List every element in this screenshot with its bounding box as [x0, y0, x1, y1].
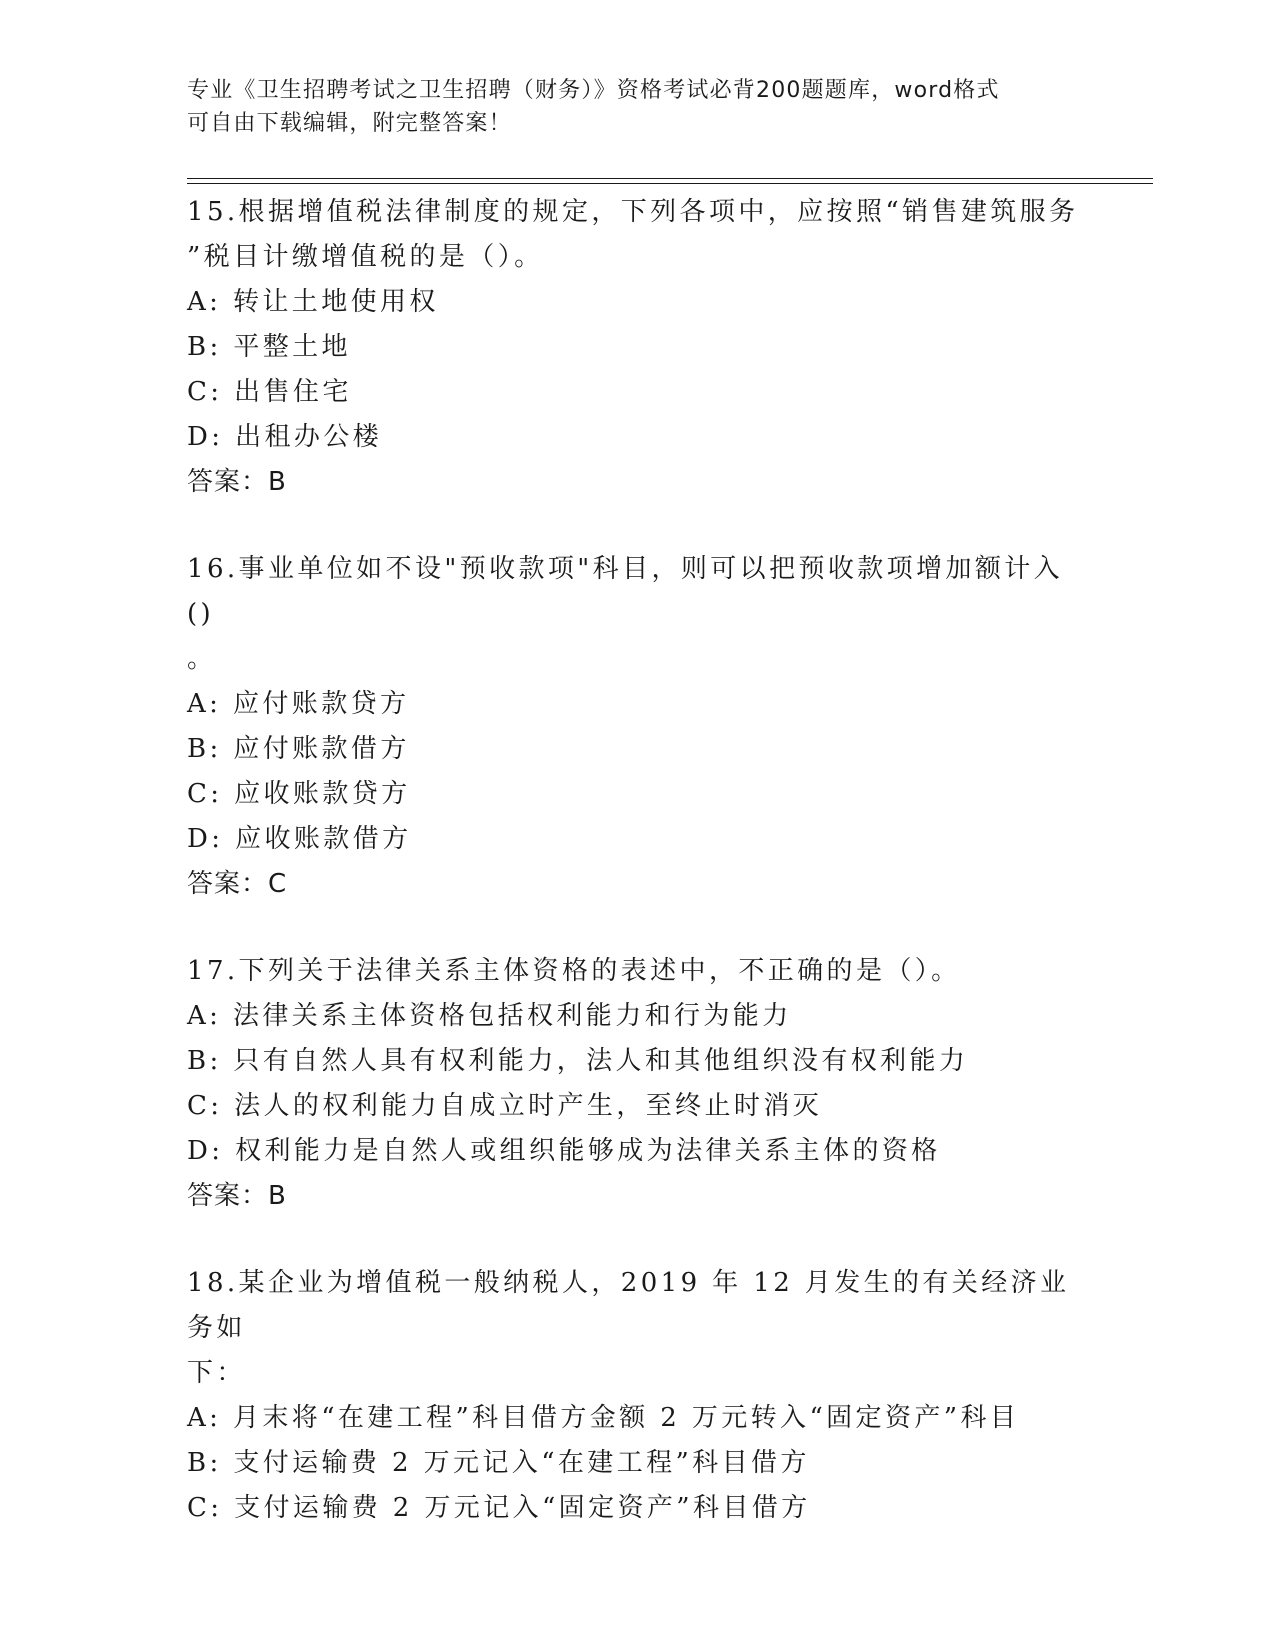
option-a: A: 月末将“在建工程”科目借方金额 2 万元转入“固定资产”科目 [187, 1403, 1020, 1433]
question-stem-line: 17.下列关于法律关系主体资格的表述中，不正确的是（）。 [187, 956, 961, 986]
question-stem-line: 。 [187, 644, 217, 674]
header-divider-top [187, 178, 1153, 179]
answer-text: 答案：B [187, 1181, 287, 1211]
question-stem-line: 下： [187, 1358, 246, 1388]
option-c: C: 应收账款贷方 [187, 779, 411, 809]
question-stem-line: ”税目计缴增值税的是（）。 [187, 242, 544, 272]
question-list [187, 190, 1087, 1573]
question-stem-line: 15.根据增值税法律制度的规定，下列各项中，应按照“销售建筑服务 [187, 197, 1079, 227]
option-a: A: 应付账款贷方 [187, 689, 410, 719]
answer-text: 答案：B [187, 467, 287, 497]
document-header [187, 74, 1087, 140]
question-stem-line: 16.事业单位如不设"预收款项"科目，则可以把预收款项增加额计入() [187, 554, 1064, 629]
header-divider-bottom [187, 183, 1153, 184]
question-stem-line: 18.某企业为增值税一般纳税人，2019 年 12 月发生的有关经济业务如 [187, 1268, 1070, 1343]
question-18 [187, 1261, 1087, 1531]
question-16 [187, 547, 1087, 907]
answer-text: 答案：C [187, 869, 288, 899]
option-c: C: 支付运输费 2 万元记入“固定资产”科目借方 [187, 1493, 811, 1523]
option-a: A: 转让土地使用权 [187, 287, 439, 317]
header-line-2: 可自由下载编辑，附完整答案！ [187, 111, 512, 136]
option-c: C: 法人的权利能力自成立时产生，至终止时消灭 [187, 1091, 823, 1121]
header-line-1: 专业《卫生招聘考试之卫生招聘（财务）》资格考试必背200题题库，word格式 [187, 78, 1000, 103]
option-b: B: 只有自然人具有权利能力，法人和其他组织没有权利能力 [187, 1046, 969, 1076]
option-b: B: 平整土地 [187, 332, 351, 362]
option-d: D: 权利能力是自然人或组织能够成为法律关系主体的资格 [187, 1136, 941, 1166]
question-17 [187, 949, 1087, 1219]
option-d: D: 出租办公楼 [187, 422, 383, 452]
option-a: A: 法律关系主体资格包括权利能力和行为能力 [187, 1001, 792, 1031]
question-15 [187, 190, 1087, 505]
option-d: D: 应收账款借方 [187, 824, 412, 854]
option-b: B: 应付账款借方 [187, 734, 410, 764]
option-b: B: 支付运输费 2 万元记入“在建工程”科目借方 [187, 1448, 810, 1478]
option-c: C: 出售住宅 [187, 377, 352, 407]
